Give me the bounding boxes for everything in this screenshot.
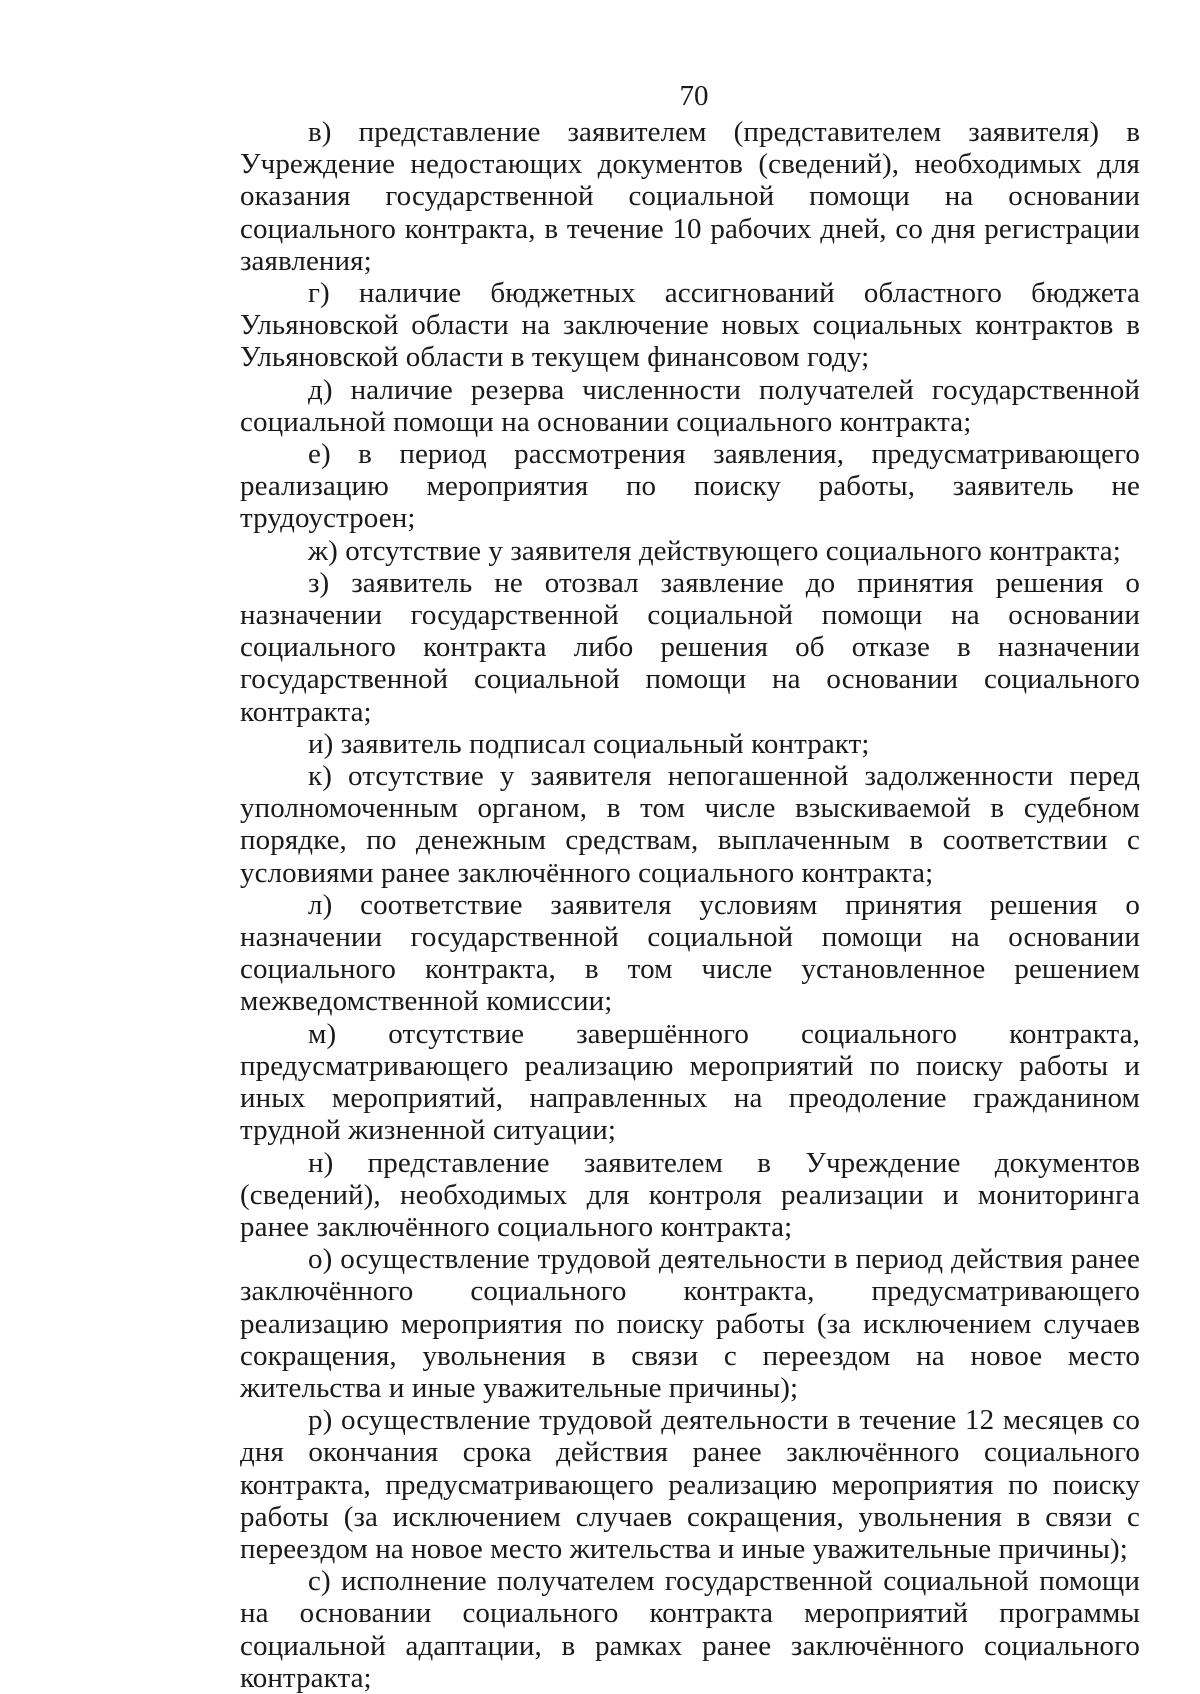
paragraph-k: к) отсутствие у заявителя непогашенной задолженности перед уполномоченным органом, в том числе взыскиваемой в судебном порядке, по денежным средствам, выплаченным в соответствии с условиями ранее заключённого социального контракта; [240, 760, 1140, 889]
paragraph-l: л) соответствие заявителя условиям принятия решения о назначении государственной социальной помощи на основании социального контракта, в том числе установленное решением межведомственной комиссии; [240, 888, 1140, 1018]
paragraph-n: н) представление заявителем в Учреждение документов (сведений), необходимых для контроля реализации и мониторинга ранее заключённого социального контракта; [240, 1146, 1140, 1243]
paragraph-m: м) отсутствие завершённого социального контракта, предусматривающего реализацию мероприятий по поиску работы и иных мероприятий, направленных на преодоление гражданином трудной жизненной ситуации; [240, 1017, 1140, 1147]
paragraph-g: г) наличие бюджетных ассигнований областного бюджета Ульяновской области на заключение новых социальных контрактов в Ульяновской области в текущем финансовом году; [240, 277, 1140, 374]
paragraph-zh: ж) отсутствие у заявителя действующего социального контракта; [308, 534, 1121, 567]
paragraph-s: с) исполнение получателем государственной социальной помощи на основании социального контракта мероприятий программы социальной адаптации, в рамках ранее заключённого социального контракта; [240, 1565, 1140, 1694]
paragraph-v: в) представление заявителем (представителем заявителя) в Учреждение недостающих документов (сведений), необходимых для оказания государственной социальной помощи на основании социального контракта, в течение 10 рабочих дней, со дня регистрации заявления; [240, 116, 1140, 277]
paragraph-o: о) осуществление трудовой деятельности в период действия ранее заключённого социального контракта, предусматривающего реализацию мероприятия по поиску работы (за исключением случаев сокращения, увольнения в связи с переездом на новое место жительства и иные уважительные причины); [240, 1243, 1140, 1404]
paragraph-r: р) осуществление трудовой деятельности в течение 12 месяцев со дня окончания срока действия ранее заключённого социального контракта, предусматривающего реализацию мероприятия по поиску работы (за исключением случаев сокращения, увольнения в связи с переездом на новое место жительства и иные уважительные причины); [240, 1404, 1140, 1565]
paragraph-e: е) в период рассмотрения заявления, предусматривающего реализацию мероприятия по поиску работы, заявитель не трудоустроен; [240, 438, 1140, 535]
page-number: 70 [679, 80, 709, 112]
paragraph-z: з) заявитель не отозвал заявление до принятия решения о назначении государственной социальной помощи на основании социального контракта либо решения об отказе в назначении государственной социальной помощи на основании социального контракта; [240, 566, 1140, 728]
paragraph-i: и) заявитель подписал социальный контракт; [308, 727, 870, 760]
paragraph-d: д) наличие резерва численности получателей государственной социальной помощи на основании социального контракта; [240, 373, 1140, 438]
